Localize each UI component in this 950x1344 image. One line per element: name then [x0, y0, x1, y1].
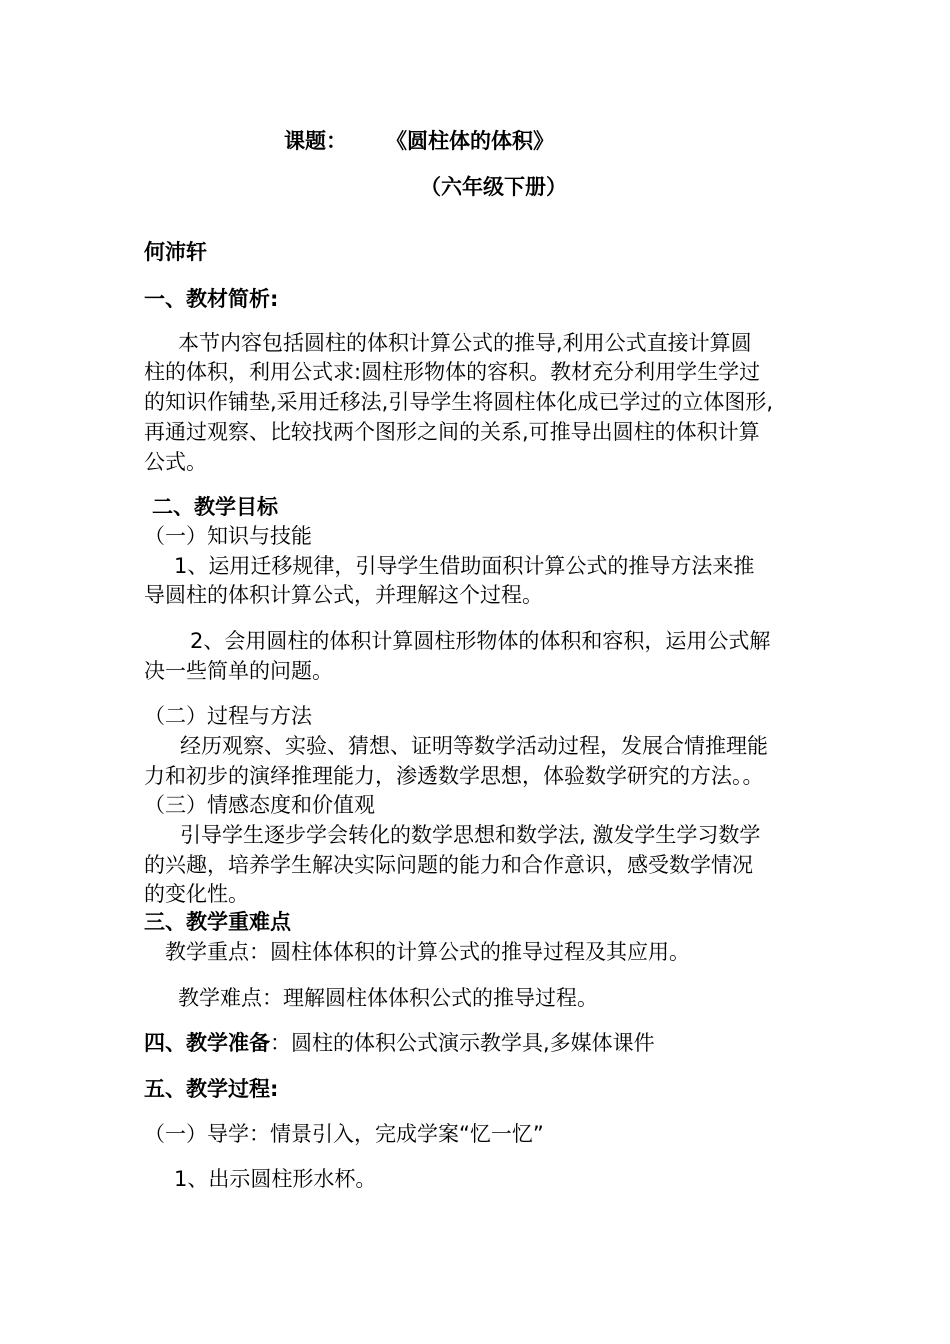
section5-heading: 五、教学过程:: [144, 1077, 279, 1101]
section3-key-point: 教学重点：圆柱体体积的计算公式的推导过程及其应用。: [165, 940, 690, 964]
section4-heading: 四、教学准备: [144, 1031, 270, 1055]
section2-heading: 二、教学目标: [152, 495, 278, 519]
section2-item1-line: 导圆柱的体积计算公式，并理解这个过程。: [144, 583, 543, 607]
section4-line: [144, 1028, 655, 1058]
section2-sub3-line: 的兴趣，培养学生解决实际问题的能力和合作意识，感受数学情况: [144, 853, 753, 877]
section2-sub3-line: 的变化性。: [144, 882, 249, 906]
section1-line: 再通过观察、比较找两个图形之间的关系,可推导出圆柱的体积计算: [144, 420, 760, 444]
section3-heading: 三、教学重难点: [144, 910, 291, 934]
section2-sub3-line: 引导学生逐步学会转化的数学思想和数学法, 激发学生学习数学: [180, 823, 761, 847]
section2-sub2-line: 经历观察、实验、猜想、证明等数学活动过程，发展合情推理能: [180, 734, 768, 758]
section1-line: 柱的体积，利用公式求:圆柱形物体的容积。教材充分利用学生学过: [144, 360, 761, 384]
title-grade: （六年级下册）: [420, 175, 567, 199]
section3-difficult-point: 教学难点：理解圆柱体体积公式的推导过程。: [178, 986, 598, 1010]
section5-item1: 1、出示圆柱形水杯。: [174, 1167, 377, 1191]
title-name: 《圆柱体的体积》: [386, 129, 554, 153]
section1-line: 公式。: [144, 450, 207, 474]
title-label: 课题：: [284, 129, 347, 153]
section2-sub2: （二）过程与方法: [144, 704, 312, 728]
section1-line: 的知识作铺垫,采用迁移法,引导学生将圆柱体化成已学过的立体图形,: [144, 390, 774, 414]
section2-item2-line: 2、会用圆柱的体积计算圆柱形物体的体积和容积，运用公式解: [190, 629, 771, 653]
section1-heading: 一、教材简析:: [144, 287, 279, 311]
section1-line: 本节内容包括圆柱的体积计算公式的推导,利用公式直接计算圆: [178, 331, 752, 355]
section2-item1-line: 1、运用迁移规律，引导学生借助面积计算公式的推导方法来推: [174, 554, 755, 578]
section2-sub1: （一）知识与技能: [144, 524, 312, 548]
section5-sub1: （一）导学：情景引入，完成学案“忆一忆”: [144, 1122, 544, 1146]
section2-sub3: （三）情感态度和价值观: [144, 793, 375, 817]
section4-content: ：圆柱的体积公式演示教学具,多媒体课件: [270, 1031, 655, 1055]
section2-sub2-line: 力和初步的演绎推理能力，渗透数学思想，体验数学研究的方法。。: [144, 764, 764, 788]
section2-item2-line: 决一些简单的问题。: [144, 659, 333, 683]
author-name: 何沛轩: [144, 240, 207, 264]
